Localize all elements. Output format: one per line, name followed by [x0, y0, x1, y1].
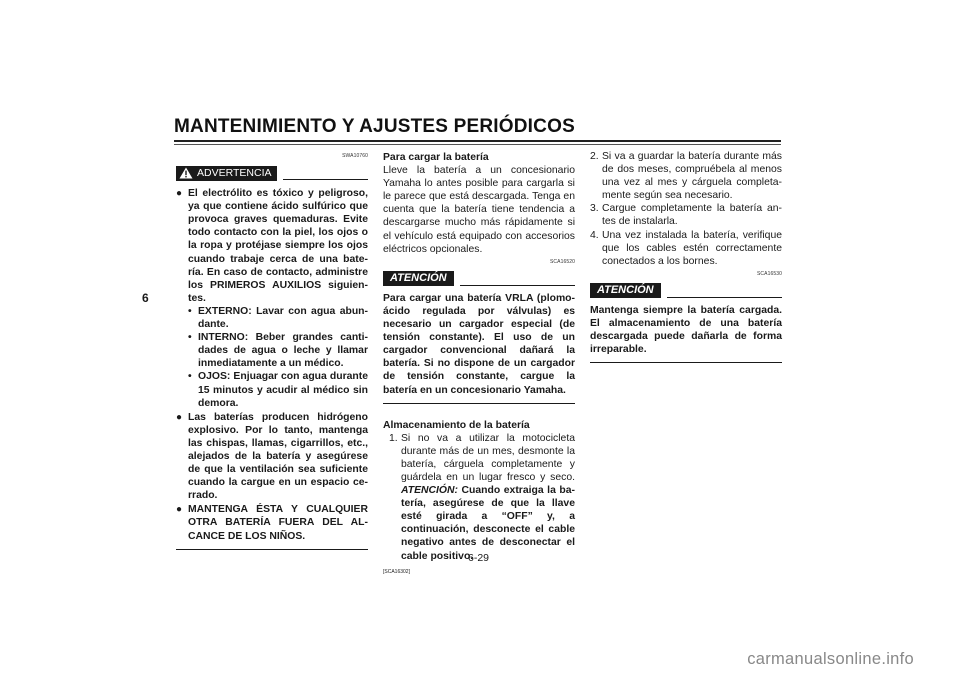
section-heading-charging: Para cargar la batería — [383, 152, 489, 163]
title-rule-thin — [174, 144, 781, 145]
attention-text: Mantenga siempre la batería cargada. El almacenamiento de una batería descargada puede dañarla de forma irreparable. — [590, 304, 782, 356]
inline-code: [SCA16302] — [383, 568, 410, 575]
page-number: 6-29 — [468, 552, 490, 564]
warning-badge — [176, 166, 277, 181]
warning-header — [176, 164, 368, 182]
title-rule — [174, 140, 781, 142]
warning-end-rule — [176, 549, 368, 550]
attention-code: SCA16520 — [550, 258, 575, 265]
storage-step-4: 4. Una vez instalada la batería, verifique que los cables estén correctamente conectados a los bornes. — [590, 229, 782, 267]
storage-step-2: 2. Si va a guardar la batería durante más de dos meses, compruébela al menos una vez al mes y cárguela completamente según sea necesario. — [590, 151, 782, 202]
chapter-tab: 6 — [142, 291, 149, 305]
first-aid-external: • EXTERNO: Lavar con agua abundante. — [188, 305, 368, 331]
warning-label: ADVERTENCIA — [197, 166, 272, 179]
page-title: MANTENIMIENTO Y AJUSTES PERIÓDICOS — [174, 116, 575, 137]
warning-code: SWA10760 — [342, 153, 368, 159]
warning-bullet-3: ● MANTENGA ÉSTA Y CUALQUIER OTRA BATERÍA FUERA DEL ALCANCE DE LOS NIÑOS. — [176, 504, 368, 542]
warning-bullet-2: ● Las baterías producen hidrógeno explosivo. Por lo tanto, mantenga las chispas, llamas, cigarrillos, etc., alejados de la batería y asegúrese de que la ventilación sea suficiente cuando la cargue en un espacio cerrado. — [176, 411, 368, 502]
attention-header-line — [460, 285, 575, 286]
attention-end-rule — [590, 362, 782, 363]
column-1 — [176, 150, 368, 550]
bullet-dot-icon: ● — [176, 411, 183, 423]
first-aid-internal: • INTERNO: Beber grandes cantidades de agua o leche y llamar inmediatamente a un médico. — [188, 332, 368, 370]
attention-code: SCA16530 — [757, 270, 782, 277]
warning-triangle-icon — [179, 167, 193, 179]
storage-step-1: 1. Si no va a utilizar la motocicleta durante más de un mes, desmonte la batería, cárguela completamente y guárdela en un lugar fresco y seco. ATENCIÓN: Cuando extraiga la batería, asegúrese de que la llave esté girada a “OFF” y, a continuación, desconecte el cable negativo antes de desconectar el cable positivo. — [389, 432, 576, 562]
attention-header — [590, 282, 782, 300]
watermark: carmanualsonline.info — [747, 650, 914, 668]
charging-paragraph: Lleve la batería a un concesionario Yamaha lo antes posible para cargarla si le parece que está descargada. Tenga en cuenta que la batería tiene tendencia a descargarse mucho más rápidamente si el vehículo está equipado con accesorios eléctricos opcionales. — [383, 165, 575, 255]
warning-bullet-1: ● El electrólito es tóxico y peligroso, ya que contiene ácido sulfúrico que provoca graves quemaduras. Evite todo contacto con la piel, los ojos o la ropa y protéjase siempre los ojos cuando trabaje cerca de una batería. En caso de contacto, administre los PRIMEROS AUXILIOS siguientes. — [176, 188, 368, 304]
warning-header-line — [283, 179, 369, 180]
bullet-dot-icon: ● — [176, 504, 183, 516]
attention-header — [383, 270, 575, 288]
attention-badge: ATENCIÓN — [590, 283, 661, 298]
section-heading-storage: Almacenamiento de la batería — [383, 419, 530, 431]
column-3 — [590, 150, 782, 363]
attention-badge: ATENCIÓN — [383, 271, 454, 286]
inline-attention-label: ATENCIÓN: — [401, 485, 458, 497]
bullet-dot-icon: ● — [176, 188, 183, 200]
column-2 — [383, 150, 575, 579]
first-aid-eyes: • OJOS: Enjuagar con agua durante 15 minutos y acudir al médico sin demora. — [188, 371, 368, 409]
attention-text: Para cargar una batería VRLA (plomo-ácido regulada por válvulas) es necesario un cargador especial (de tensión constante). El uso de un cargador convencional dañará la batería. Si no dispone de un cargador de tensión constante, cargue la batería en un concesionario Yamaha. — [383, 292, 575, 396]
storage-step-3: 3. Cargue completamente la batería antes de instalarla. — [590, 203, 782, 228]
attention-header-line — [667, 297, 782, 298]
